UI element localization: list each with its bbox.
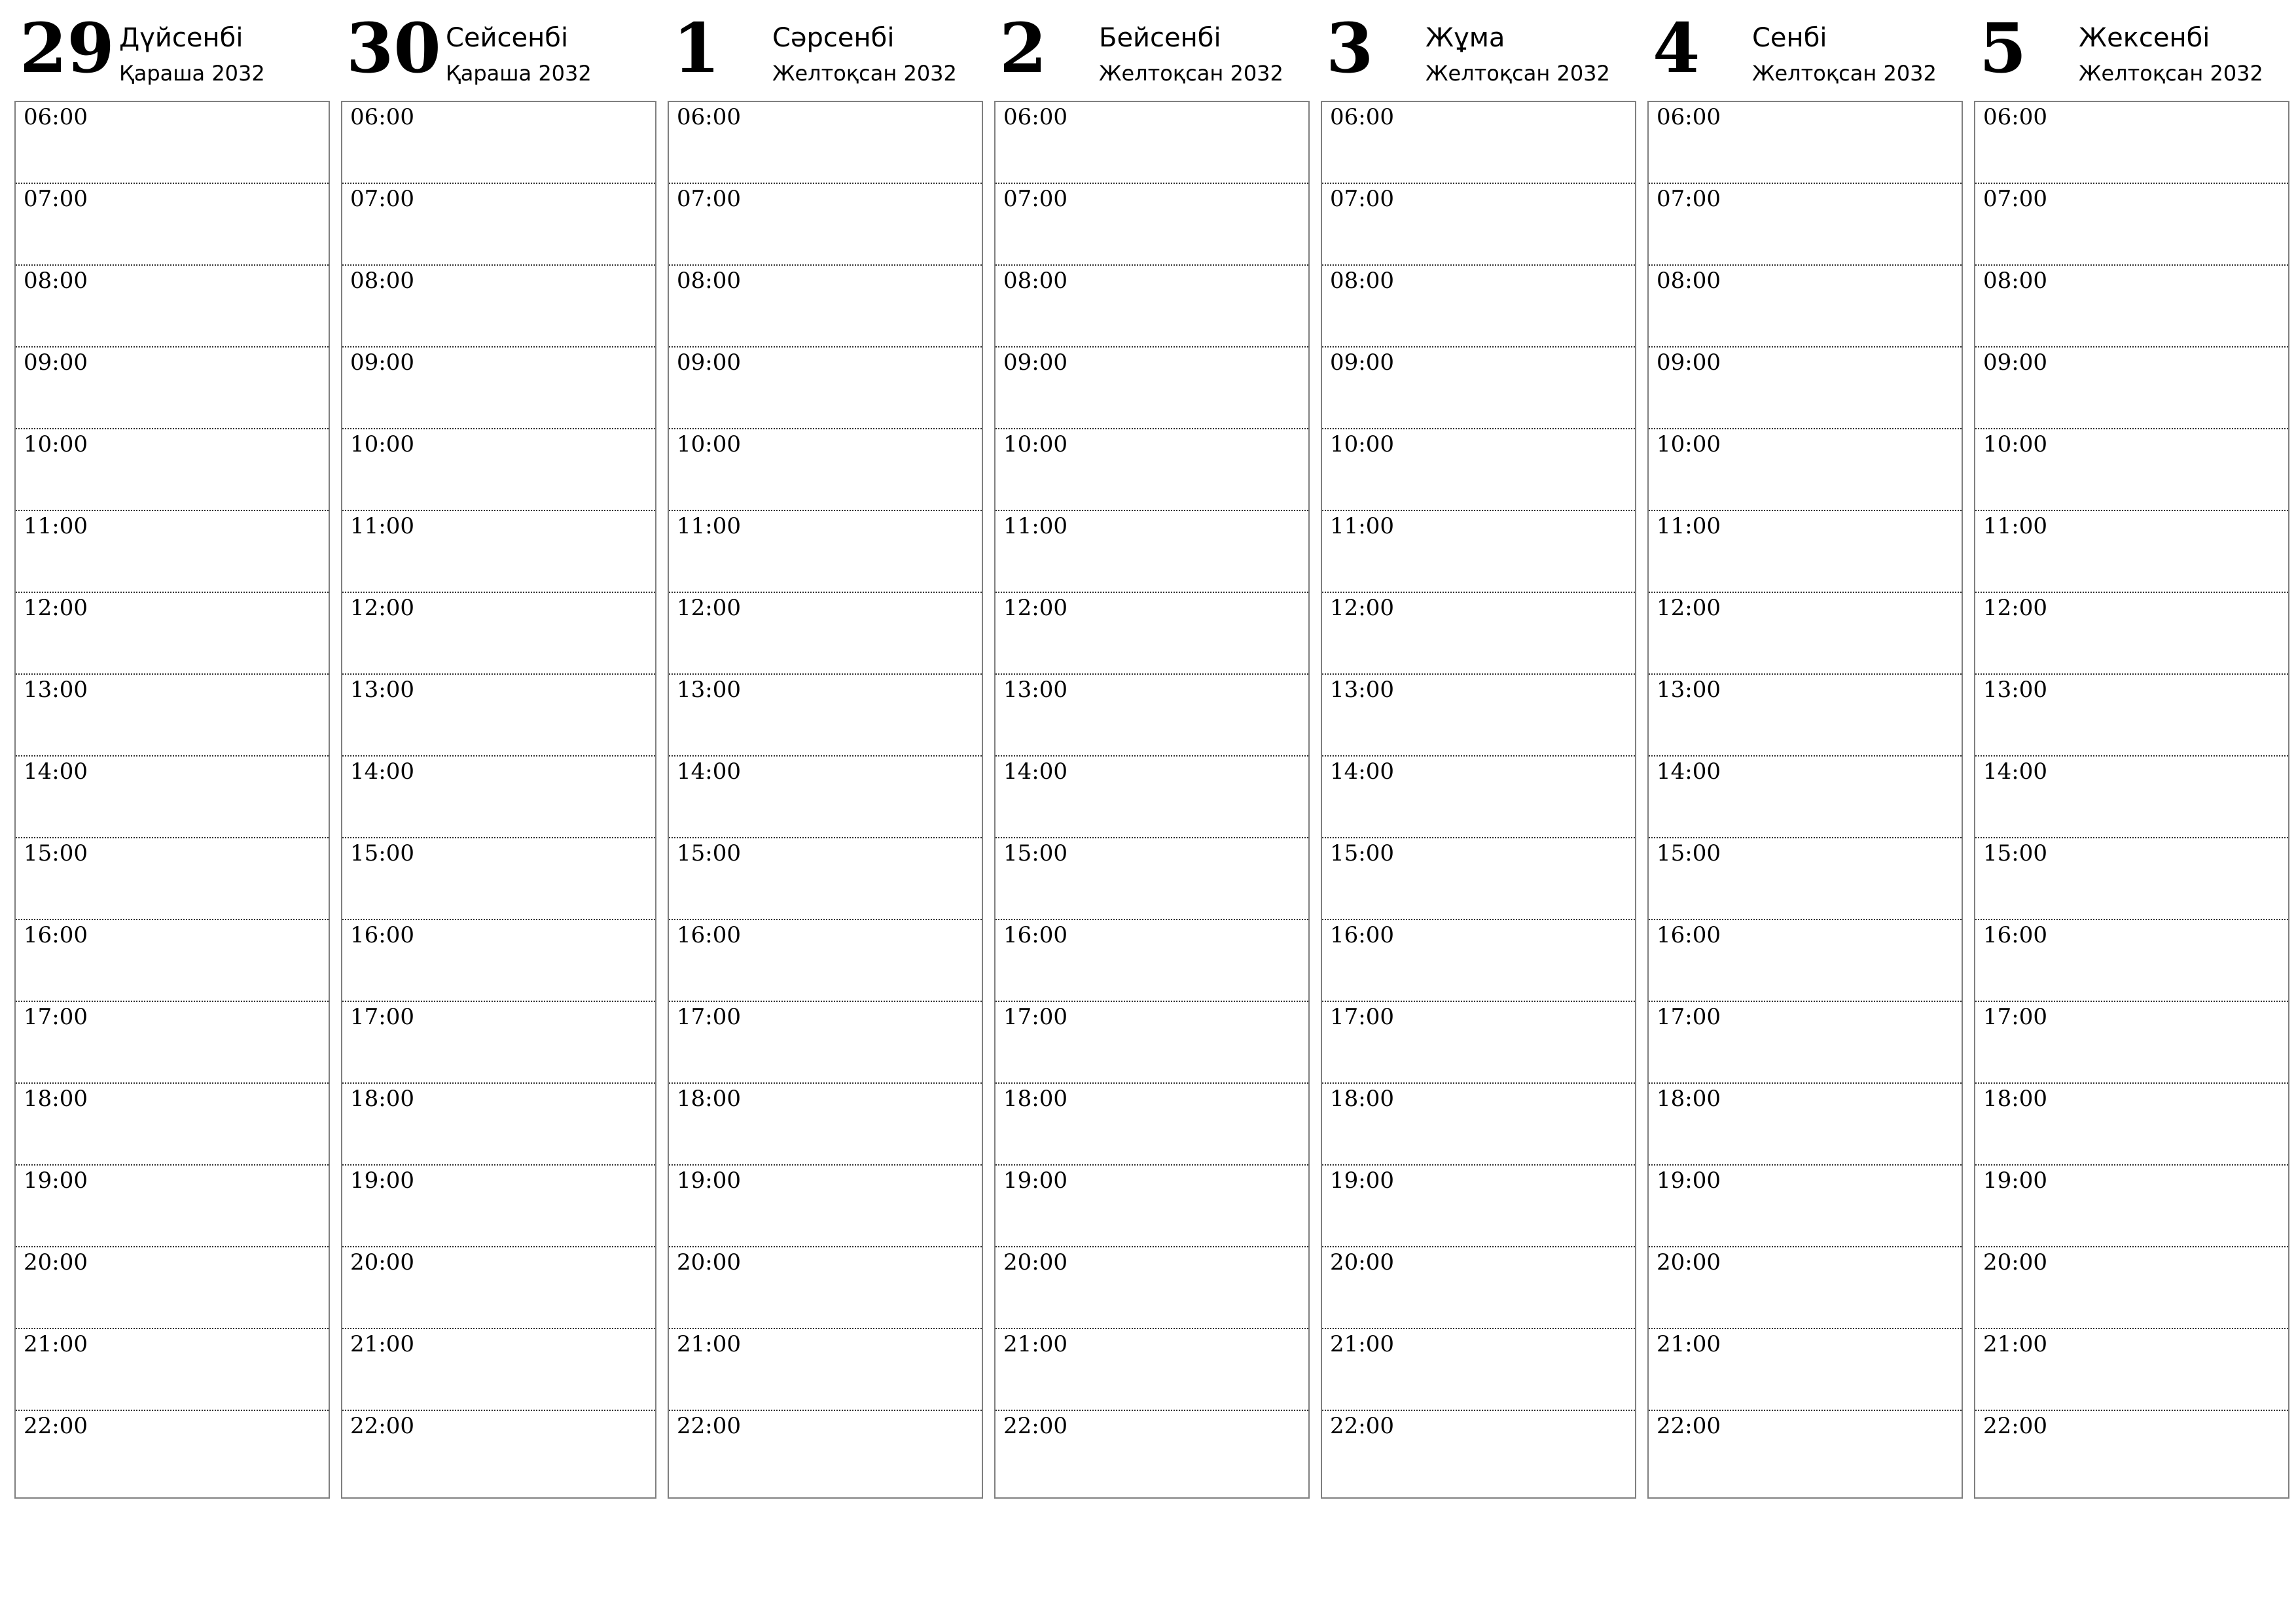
time-slot: [996, 511, 1308, 593]
time-label: 13:00: [1657, 677, 1721, 703]
time-slot: [1975, 593, 2288, 675]
time-label: 14:00: [1003, 758, 1067, 785]
time-label: 19:00: [677, 1168, 741, 1194]
time-slot: [342, 920, 655, 1002]
time-label: 21:00: [24, 1331, 88, 1357]
day-header: [14, 0, 330, 101]
time-label: 16:00: [1330, 922, 1394, 948]
time-label: 21:00: [1983, 1331, 2047, 1357]
time-slot: [996, 1166, 1308, 1247]
time-slot: [1322, 675, 1635, 757]
time-slot: [16, 1411, 329, 1493]
time-label: 09:00: [350, 349, 414, 376]
time-slot: [1322, 102, 1635, 184]
time-slot: [996, 1247, 1308, 1329]
time-label: 13:00: [24, 677, 88, 703]
time-label: 19:00: [1983, 1168, 2047, 1194]
time-slot: [16, 920, 329, 1002]
time-label: 09:00: [1330, 349, 1394, 376]
weekday-name: Бейсенбі: [1099, 23, 1221, 53]
time-label: 11:00: [1657, 513, 1721, 539]
time-slot: [342, 266, 655, 348]
time-slot: [1975, 102, 2288, 184]
day-number: 4: [1653, 8, 1700, 88]
time-label: 08:00: [677, 268, 741, 294]
time-label: 17:00: [1657, 1004, 1721, 1030]
time-slot: [1975, 348, 2288, 429]
time-slot: [996, 1411, 1308, 1493]
time-slot: [342, 757, 655, 838]
time-label: 18:00: [1330, 1086, 1394, 1112]
time-label: 08:00: [350, 268, 414, 294]
time-slot: [1975, 511, 2288, 593]
time-label: 06:00: [1003, 104, 1067, 130]
time-slot: [1322, 429, 1635, 511]
time-label: 12:00: [1330, 595, 1394, 621]
time-label: 11:00: [350, 513, 414, 539]
time-slot: [1322, 1166, 1635, 1247]
weekday-name: Сейсенбі: [446, 23, 569, 53]
time-slot: [996, 757, 1308, 838]
time-slot: [16, 511, 329, 593]
time-slot: [669, 266, 982, 348]
time-label: 17:00: [677, 1004, 741, 1030]
time-slot: [669, 757, 982, 838]
time-label: 21:00: [350, 1331, 414, 1357]
time-label: 21:00: [1330, 1331, 1394, 1357]
weekday-name: Сәрсенбі: [772, 23, 895, 53]
time-label: 10:00: [1983, 431, 2047, 457]
time-slot: [669, 1002, 982, 1084]
time-slot: [1322, 511, 1635, 593]
time-label: 11:00: [1983, 513, 2047, 539]
time-slot: [996, 102, 1308, 184]
time-label: 06:00: [1983, 104, 2047, 130]
time-slot: [669, 348, 982, 429]
time-slot: [669, 102, 982, 184]
month-year: Желтоқсан 2032: [2079, 61, 2263, 86]
time-slot: [16, 429, 329, 511]
day-number: 3: [1326, 8, 1374, 88]
time-slot: [1649, 1247, 1962, 1329]
time-label: 22:00: [1003, 1413, 1067, 1439]
time-slot: [1975, 1002, 2288, 1084]
time-label: 10:00: [24, 431, 88, 457]
time-label: 21:00: [1003, 1331, 1067, 1357]
day-header: [1647, 0, 1963, 101]
time-slot: [1649, 429, 1962, 511]
time-slot: [16, 1166, 329, 1247]
month-year: Желтоқсан 2032: [1099, 61, 1283, 86]
time-slot: [1975, 675, 2288, 757]
time-slot: [342, 1247, 655, 1329]
time-label: 14:00: [24, 758, 88, 785]
time-label: 13:00: [350, 677, 414, 703]
time-label: 16:00: [1003, 922, 1067, 948]
time-slot: [996, 1329, 1308, 1411]
time-label: 14:00: [1657, 758, 1721, 785]
time-label: 12:00: [24, 595, 88, 621]
time-label: 09:00: [1003, 349, 1067, 376]
time-slot: [996, 1002, 1308, 1084]
day-number: 29: [20, 8, 115, 88]
time-label: 20:00: [350, 1249, 414, 1275]
time-label: 22:00: [1330, 1413, 1394, 1439]
time-slot: [1649, 1329, 1962, 1411]
time-slot: [1322, 348, 1635, 429]
time-label: 18:00: [24, 1086, 88, 1112]
time-label: 20:00: [24, 1249, 88, 1275]
time-slot: [669, 838, 982, 920]
time-slot: [1975, 266, 2288, 348]
time-label: 11:00: [1330, 513, 1394, 539]
time-slot: [669, 1084, 982, 1166]
time-slot: [669, 429, 982, 511]
time-label: 20:00: [1003, 1249, 1067, 1275]
time-label: 22:00: [1983, 1413, 2047, 1439]
time-label: 12:00: [1983, 595, 2047, 621]
time-slot: [342, 1411, 655, 1493]
time-label: 16:00: [24, 922, 88, 948]
time-slot: [1649, 1411, 1962, 1493]
month-year: Қараша 2032: [446, 61, 592, 86]
day-header: [994, 0, 1310, 101]
time-slot: [16, 266, 329, 348]
day-header: [668, 0, 983, 101]
time-slot: [996, 593, 1308, 675]
time-label: 06:00: [677, 104, 741, 130]
time-label: 15:00: [1330, 840, 1394, 866]
time-label: 13:00: [1003, 677, 1067, 703]
time-slot: [1649, 1166, 1962, 1247]
time-label: 18:00: [677, 1086, 741, 1112]
time-slot: [1975, 1166, 2288, 1247]
time-slot: [996, 838, 1308, 920]
time-slot: [1975, 838, 2288, 920]
time-label: 21:00: [677, 1331, 741, 1357]
time-slot: [669, 675, 982, 757]
month-year: Желтоқсан 2032: [1426, 61, 1610, 86]
time-slot: [1975, 429, 2288, 511]
time-label: 14:00: [1330, 758, 1394, 785]
day-header: [1321, 0, 1636, 101]
time-slot: [1322, 1329, 1635, 1411]
time-slot: [1649, 102, 1962, 184]
time-slot: [1975, 184, 2288, 266]
time-slot: [1975, 757, 2288, 838]
time-label: 17:00: [1330, 1004, 1394, 1030]
time-label: 08:00: [24, 268, 88, 294]
time-slot: [1322, 1084, 1635, 1166]
day-schedule-box: [668, 101, 983, 1499]
time-label: 19:00: [1657, 1168, 1721, 1194]
time-label: 10:00: [1657, 431, 1721, 457]
time-slot: [1975, 1247, 2288, 1329]
time-slot: [1649, 1002, 1962, 1084]
time-label: 14:00: [677, 758, 741, 785]
month-year: Қараша 2032: [119, 61, 265, 86]
time-slot: [342, 1002, 655, 1084]
time-label: 18:00: [1657, 1086, 1721, 1112]
time-label: 20:00: [677, 1249, 741, 1275]
time-label: 10:00: [1003, 431, 1067, 457]
time-label: 09:00: [1983, 349, 2047, 376]
time-slot: [16, 838, 329, 920]
time-slot: [342, 675, 655, 757]
time-label: 17:00: [1003, 1004, 1067, 1030]
time-label: 07:00: [1657, 186, 1721, 212]
day-schedule-box: [1321, 101, 1636, 1499]
time-label: 08:00: [1983, 268, 2047, 294]
time-label: 06:00: [1330, 104, 1394, 130]
time-label: 07:00: [24, 186, 88, 212]
time-label: 16:00: [677, 922, 741, 948]
time-slot: [16, 1084, 329, 1166]
time-label: 22:00: [24, 1413, 88, 1439]
time-label: 10:00: [350, 431, 414, 457]
time-label: 14:00: [1983, 758, 2047, 785]
time-slot: [16, 1329, 329, 1411]
time-label: 06:00: [24, 104, 88, 130]
time-label: 13:00: [1330, 677, 1394, 703]
time-label: 17:00: [1983, 1004, 2047, 1030]
time-label: 15:00: [24, 840, 88, 866]
time-label: 07:00: [350, 186, 414, 212]
time-slot: [1649, 675, 1962, 757]
month-year: Желтоқсан 2032: [1752, 61, 1937, 86]
time-label: 22:00: [350, 1413, 414, 1439]
time-slot: [996, 920, 1308, 1002]
time-label: 08:00: [1657, 268, 1721, 294]
time-label: 19:00: [1003, 1168, 1067, 1194]
time-slot: [1649, 757, 1962, 838]
time-slot: [996, 429, 1308, 511]
time-slot: [16, 102, 329, 184]
time-slot: [1649, 348, 1962, 429]
time-slot: [342, 102, 655, 184]
time-label: 08:00: [1330, 268, 1394, 294]
time-label: 12:00: [350, 595, 414, 621]
time-slot: [669, 920, 982, 1002]
day-schedule-box: [341, 101, 656, 1499]
time-slot: [1975, 1411, 2288, 1493]
time-slot: [1322, 593, 1635, 675]
time-label: 06:00: [350, 104, 414, 130]
time-label: 11:00: [24, 513, 88, 539]
time-slot: [342, 348, 655, 429]
time-slot: [1649, 838, 1962, 920]
weekday-name: Жексенбі: [2079, 23, 2210, 53]
time-label: 18:00: [1983, 1086, 2047, 1112]
day-number: 2: [999, 8, 1047, 88]
time-label: 22:00: [1657, 1413, 1721, 1439]
time-label: 17:00: [24, 1004, 88, 1030]
time-slot: [669, 511, 982, 593]
time-slot: [342, 184, 655, 266]
time-label: 19:00: [24, 1168, 88, 1194]
day-number: 1: [673, 8, 721, 88]
time-label: 19:00: [350, 1168, 414, 1194]
time-slot: [342, 838, 655, 920]
time-label: 07:00: [1330, 186, 1394, 212]
time-slot: [342, 593, 655, 675]
time-label: 15:00: [1983, 840, 2047, 866]
time-slot: [342, 1166, 655, 1247]
time-slot: [16, 184, 329, 266]
time-label: 07:00: [677, 186, 741, 212]
time-label: 10:00: [677, 431, 741, 457]
time-label: 10:00: [1330, 431, 1394, 457]
weekday-name: Дүйсенбі: [119, 23, 243, 53]
time-slot: [1649, 593, 1962, 675]
time-slot: [1649, 1084, 1962, 1166]
time-slot: [669, 593, 982, 675]
time-slot: [1322, 838, 1635, 920]
time-slot: [16, 593, 329, 675]
time-slot: [16, 1247, 329, 1329]
time-slot: [669, 1411, 982, 1493]
time-slot: [1975, 920, 2288, 1002]
time-slot: [669, 1329, 982, 1411]
day-number: 5: [1979, 8, 2027, 88]
time-slot: [16, 757, 329, 838]
weekday-name: Сенбі: [1752, 23, 1827, 53]
time-label: 09:00: [1657, 349, 1721, 376]
time-label: 21:00: [1657, 1331, 1721, 1357]
time-slot: [1322, 1247, 1635, 1329]
weekday-name: Жұма: [1426, 23, 1505, 53]
time-label: 07:00: [1983, 186, 2047, 212]
time-slot: [1649, 511, 1962, 593]
time-label: 12:00: [1003, 595, 1067, 621]
time-slot: [342, 1329, 655, 1411]
time-slot: [342, 511, 655, 593]
day-schedule-box: [14, 101, 330, 1499]
time-slot: [342, 1084, 655, 1166]
time-slot: [16, 675, 329, 757]
time-label: 12:00: [1657, 595, 1721, 621]
time-slot: [1322, 1411, 1635, 1493]
time-label: 16:00: [1983, 922, 2047, 948]
time-label: 20:00: [1330, 1249, 1394, 1275]
time-slot: [1975, 1329, 2288, 1411]
time-slot: [1649, 920, 1962, 1002]
time-slot: [1322, 1002, 1635, 1084]
time-label: 20:00: [1983, 1249, 2047, 1275]
day-schedule-box: [994, 101, 1310, 1499]
time-slot: [1322, 184, 1635, 266]
time-slot: [669, 1247, 982, 1329]
month-year: Желтоқсан 2032: [772, 61, 957, 86]
time-slot: [996, 184, 1308, 266]
time-label: 22:00: [677, 1413, 741, 1439]
time-label: 15:00: [677, 840, 741, 866]
time-label: 19:00: [1330, 1168, 1394, 1194]
time-label: 18:00: [1003, 1086, 1067, 1112]
time-slot: [1649, 266, 1962, 348]
time-label: 13:00: [677, 677, 741, 703]
time-label: 09:00: [24, 349, 88, 376]
time-slot: [1975, 1084, 2288, 1166]
time-label: 16:00: [1657, 922, 1721, 948]
time-label: 18:00: [350, 1086, 414, 1112]
time-label: 15:00: [350, 840, 414, 866]
time-slot: [1322, 757, 1635, 838]
time-label: 11:00: [677, 513, 741, 539]
time-slot: [1649, 184, 1962, 266]
time-slot: [1322, 920, 1635, 1002]
time-slot: [669, 184, 982, 266]
time-slot: [996, 1084, 1308, 1166]
day-number: 30: [346, 8, 441, 88]
time-slot: [16, 1002, 329, 1084]
time-slot: [1322, 266, 1635, 348]
time-label: 06:00: [1657, 104, 1721, 130]
time-label: 13:00: [1983, 677, 2047, 703]
time-label: 15:00: [1003, 840, 1067, 866]
time-label: 14:00: [350, 758, 414, 785]
time-label: 20:00: [1657, 1249, 1721, 1275]
day-schedule-box: [1647, 101, 1963, 1499]
time-slot: [996, 266, 1308, 348]
time-label: 09:00: [677, 349, 741, 376]
time-slot: [342, 429, 655, 511]
time-label: 17:00: [350, 1004, 414, 1030]
time-label: 08:00: [1003, 268, 1067, 294]
day-header: [1974, 0, 2289, 101]
time-label: 11:00: [1003, 513, 1067, 539]
time-slot: [669, 1166, 982, 1247]
time-slot: [996, 675, 1308, 757]
time-label: 16:00: [350, 922, 414, 948]
time-slot: [16, 348, 329, 429]
time-label: 12:00: [677, 595, 741, 621]
day-schedule-box: [1974, 101, 2289, 1499]
time-label: 15:00: [1657, 840, 1721, 866]
time-slot: [996, 348, 1308, 429]
time-label: 07:00: [1003, 186, 1067, 212]
day-header: [341, 0, 656, 101]
